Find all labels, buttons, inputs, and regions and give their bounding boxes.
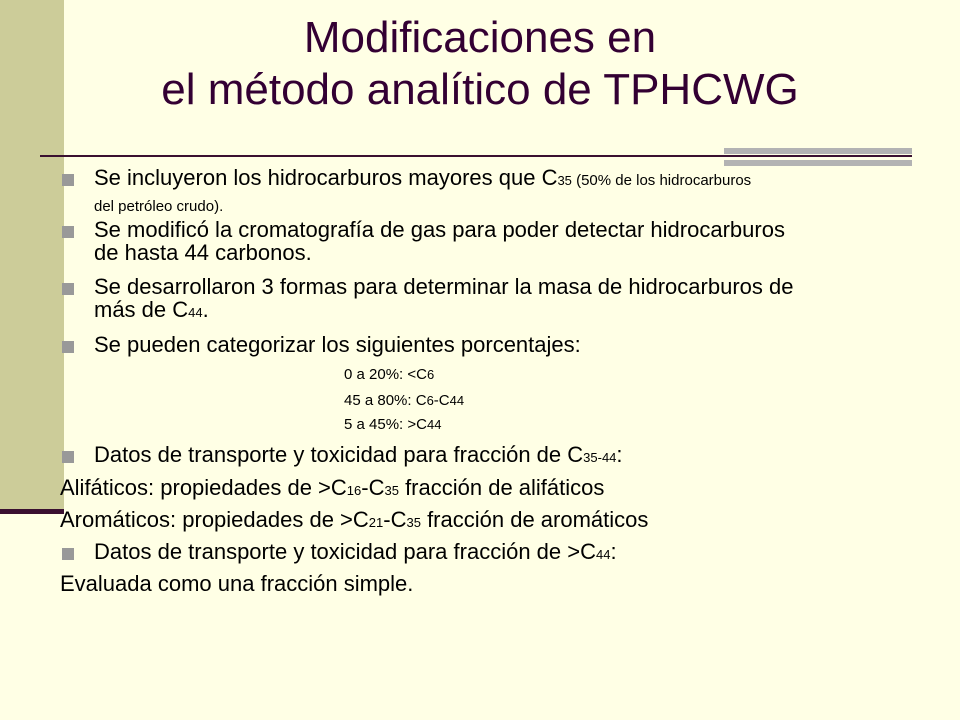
slide-title — [40, 12, 920, 116]
title-line-2: el método analítico de TPHCWG — [161, 65, 799, 114]
title-line-1: Modificaciones en — [303, 13, 657, 62]
bullet-text: Se modificó la cromatografía de gas para poder detectar hidrocarburos de hasta 44 carbonos. — [94, 217, 785, 265]
bullet-square-icon — [62, 283, 74, 295]
percentage-line: 45 a 80%: C6-C44 — [344, 392, 465, 409]
bullet-text: Datos de transporte y toxicidad para fracción de >C44: — [94, 539, 617, 564]
bullet-square-icon — [62, 548, 74, 560]
bullet-text: Se pueden categorizar los siguientes porcentajes: — [94, 332, 581, 357]
bullet-text: Se incluyeron los hidrocarburos mayores que C35 (50% de los hidrocarburos del petróleo crudo). — [94, 165, 752, 215]
bullet-square-icon — [62, 226, 74, 238]
side-accent-line — [0, 509, 64, 514]
bullet-text: Datos de transporte y toxicidad para fracción de C35-44: — [94, 442, 623, 467]
title-divider — [40, 155, 912, 157]
percentage-line: 5 a 45%: >C44 — [344, 416, 442, 433]
percentage-line: 0 a 20%: <C6 — [344, 366, 435, 383]
evaluation-line: Evaluada como una fracción simple. — [60, 571, 414, 596]
divider-accent-bar — [724, 148, 912, 154]
bullet-square-icon — [62, 341, 74, 353]
bullet-square-icon — [62, 174, 74, 186]
aromatic-line: Aromáticos: propiedades de >C21-C35 fracción de aromáticos — [60, 507, 649, 532]
aliphatic-line: Alifáticos: propiedades de >C16-C35 fracción de alifáticos — [60, 475, 605, 500]
bullet-text: Se desarrollaron 3 formas para determinar la masa de hidrocarburos de más de C44. — [94, 274, 794, 322]
bullet-square-icon — [62, 451, 74, 463]
